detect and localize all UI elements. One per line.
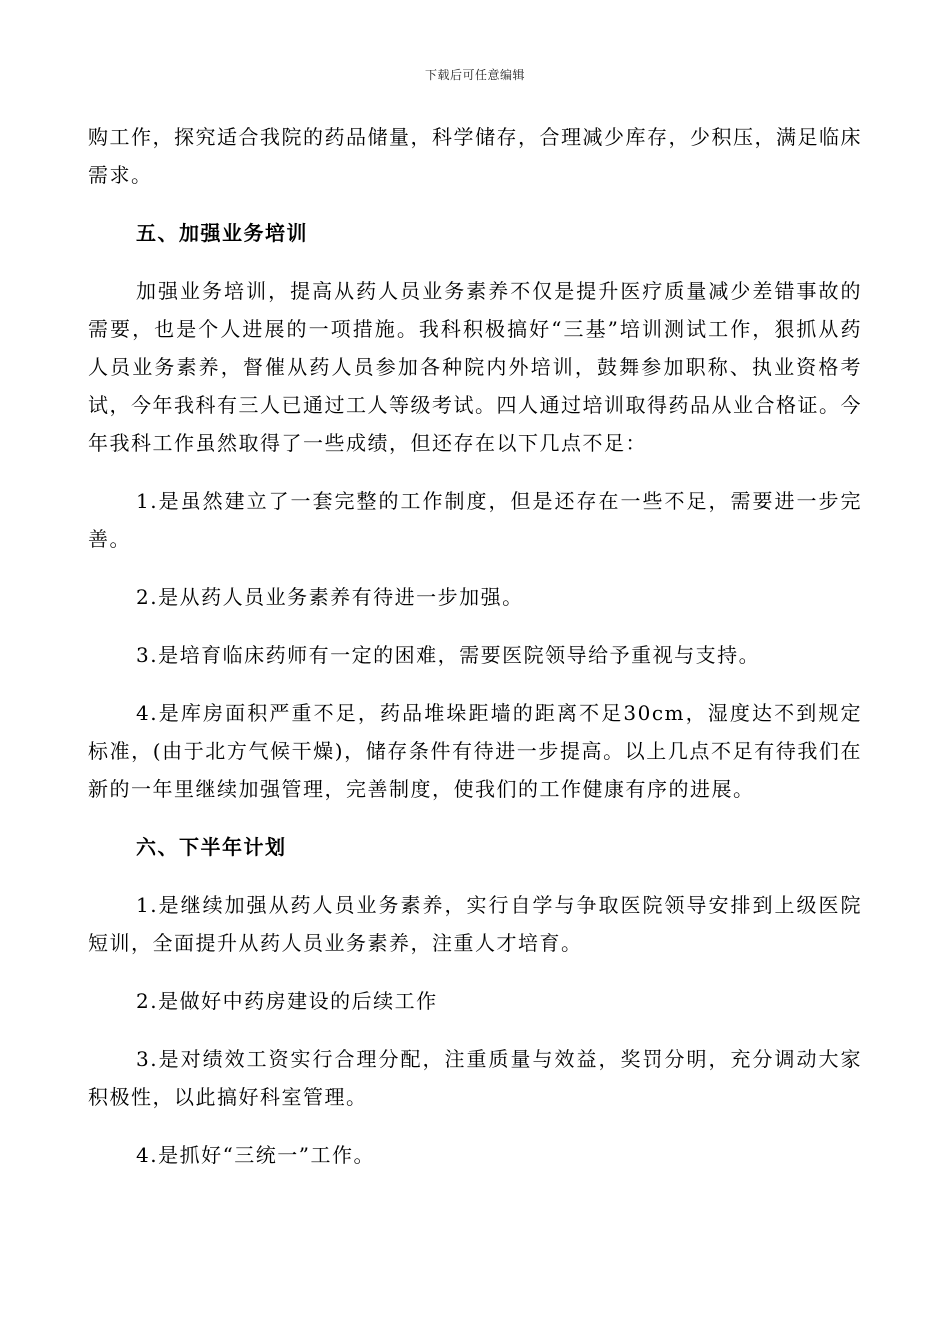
section-heading-6: 六、下半年计划 [136,835,287,859]
shortcoming-item-1: 1.是虽然建立了一套完整的工作制度，但是还存在一些不足，需要进一步完善。 [88,489,862,551]
plan-item-3: 3.是对绩效工资实行合理分配，注重质量与效益，奖罚分明，充分调动大家积极性，以此搞好科室管理。 [88,1047,862,1109]
shortcoming-item-3: 3.是培育临床药师有一定的困难，需要医院领导给予重视与支持。 [136,643,761,667]
page-header: 下载后可任意编辑 [424,68,525,82]
plan-item-1: 1.是继续加强从药人员业务素养，实行自学与争取医院领导安排到上级医院短训，全面提升从药人员业务素养，注重人才培育。 [88,893,862,955]
document-body [88,118,862,1194]
shortcoming-item-2: 2.是从药人员业务素养有待进一步加强。 [136,585,524,609]
section-heading-5: 五、加强业务培训 [136,221,308,245]
plan-item-2: 2.是做好中药房建设的后续工作 [136,989,438,1013]
plan-item-4: 4.是抓好“三统一”工作。 [136,1143,376,1167]
paragraph-continued: 购工作，探究适合我院的药品储量，科学储存，合理减少库存，少积压，满足临床需求。 [88,125,862,187]
shortcoming-item-4: 4.是库房面积严重不足，药品堆垛距墙的距离不足30cm，湿度达不到规定标准，(由于北方气候干燥)，储存条件有待进一步提高。以上几点不足有待我们在新的一年里继续加强管理，完善制度，使我们的工作健康有序的进展。 [88,701,862,801]
paragraph-training: 加强业务培训，提高从药人员业务素养不仅是提升医疗质量减少差错事故的需要，也是个人进展的一项措施。我科积极搞好“三基”培训测试工作，狠抓从药人员业务素养，督催从药人员参加各种院内外培训，鼓舞参加职称、执业资格考试，今年我科有三人已通过工人等级考试。四人通过培训取得药品从业合格证。今年我科工作虽然取得了一些成绩，但还存在以下几点不足： [88,279,862,455]
